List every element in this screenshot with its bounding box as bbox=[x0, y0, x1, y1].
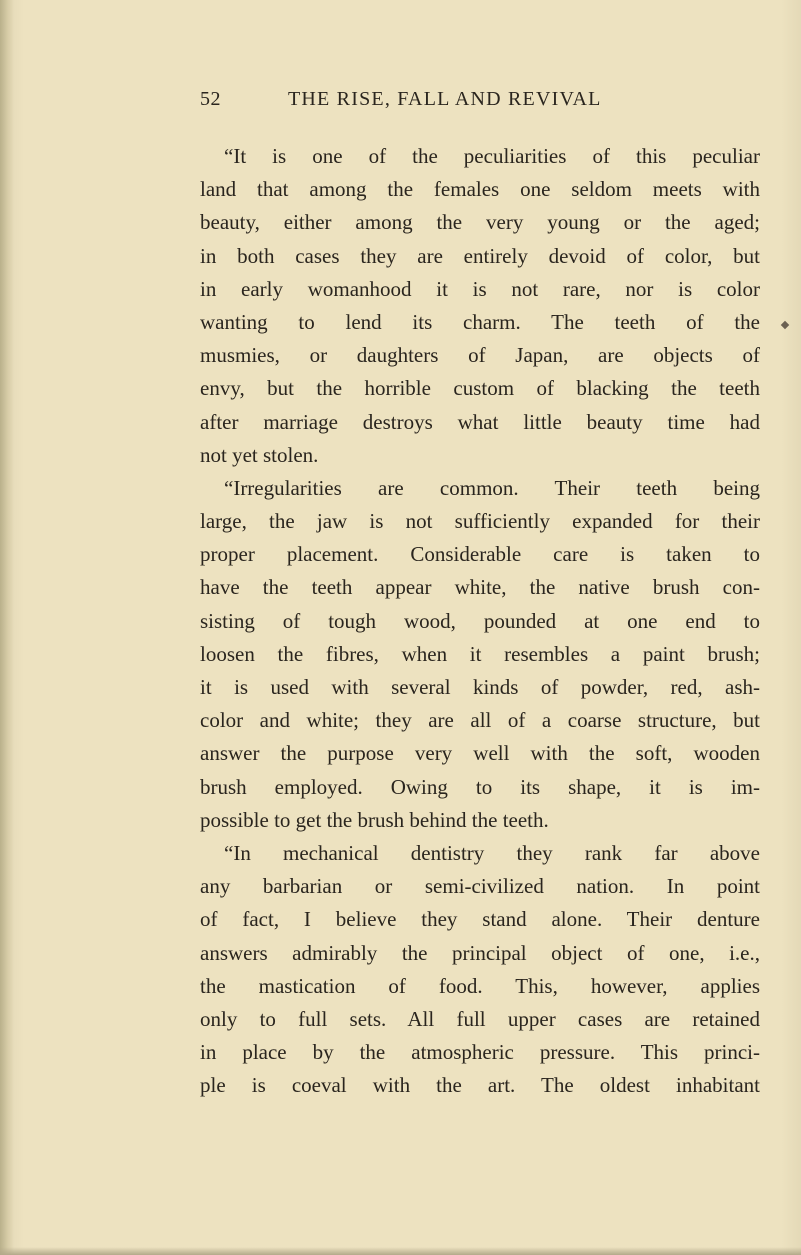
text-line: beauty, either among the very young or the aged; bbox=[200, 210, 760, 235]
text-line: large, the jaw is not sufficiently expanded for their bbox=[200, 509, 760, 534]
text-line: brush employed. Owing to its shape, it is im- bbox=[200, 774, 760, 799]
text-line: any barbarian or semi-civilized nation. In point bbox=[200, 874, 760, 899]
text-line: the mastication of food. This, however, applies bbox=[200, 973, 760, 998]
text-line: it is used with several kinds of powder, red, ash- bbox=[200, 675, 760, 699]
text-line: “Irregularities are common. Their teeth being bbox=[224, 475, 760, 500]
text-line: not yet stolen. bbox=[200, 442, 319, 467]
text-line: proper placement. Considerable care is taken to bbox=[200, 542, 760, 567]
text-line: loosen the fibres, when it resembles a paint brush; bbox=[200, 641, 760, 666]
text-line: only to full sets. All full upper cases are retained bbox=[200, 1006, 760, 1031]
text-line: possible to get the brush behind the teeth. bbox=[200, 807, 549, 832]
text-line: in place by the atmospheric pressure. This princi- bbox=[200, 1040, 760, 1065]
text-line: sisting of tough wood, pounded at one end to bbox=[200, 608, 760, 633]
page-header bbox=[200, 88, 760, 118]
text-line: ple is coeval with the art. The oldest inhabitant bbox=[200, 1073, 760, 1098]
text-line: after marriage destroys what little beauty time had bbox=[200, 409, 760, 434]
text-line: answers admirably the principal object of one, i.e., bbox=[200, 940, 760, 965]
text-line: have the teeth appear white, the native brush con- bbox=[200, 575, 760, 600]
margin-mark bbox=[781, 321, 789, 329]
page-number: 52 bbox=[200, 88, 221, 110]
page-edge-left bbox=[0, 0, 14, 1255]
text-line: color and white; they are all of a coarse structure, but bbox=[200, 708, 760, 733]
text-line: of fact, I believe they stand alone. Their denture bbox=[200, 907, 760, 932]
text-line: in early womanhood it is not rare, nor is color bbox=[200, 276, 760, 301]
text-line: answer the purpose very well with the soft, wooden bbox=[200, 741, 760, 766]
body-text bbox=[200, 140, 760, 1102]
text-line: “In mechanical dentistry they rank far above bbox=[224, 840, 760, 865]
text-line: in both cases they are entirely devoid of color, but bbox=[200, 243, 760, 268]
text-line: wanting to lend its charm. The teeth of the bbox=[200, 309, 760, 334]
running-head: THE RISE, FALL AND REVIVAL bbox=[288, 88, 602, 110]
text-line: envy, but the horrible custom of blacking the teeth bbox=[200, 376, 760, 401]
text-line: “It is one of the peculiarities of this peculiar bbox=[224, 144, 760, 168]
text-line: land that among the females one seldom meets with bbox=[200, 177, 760, 202]
text-line: musmies, or daughters of Japan, are objects of bbox=[200, 343, 760, 368]
page-edge-bottom bbox=[0, 1247, 801, 1255]
